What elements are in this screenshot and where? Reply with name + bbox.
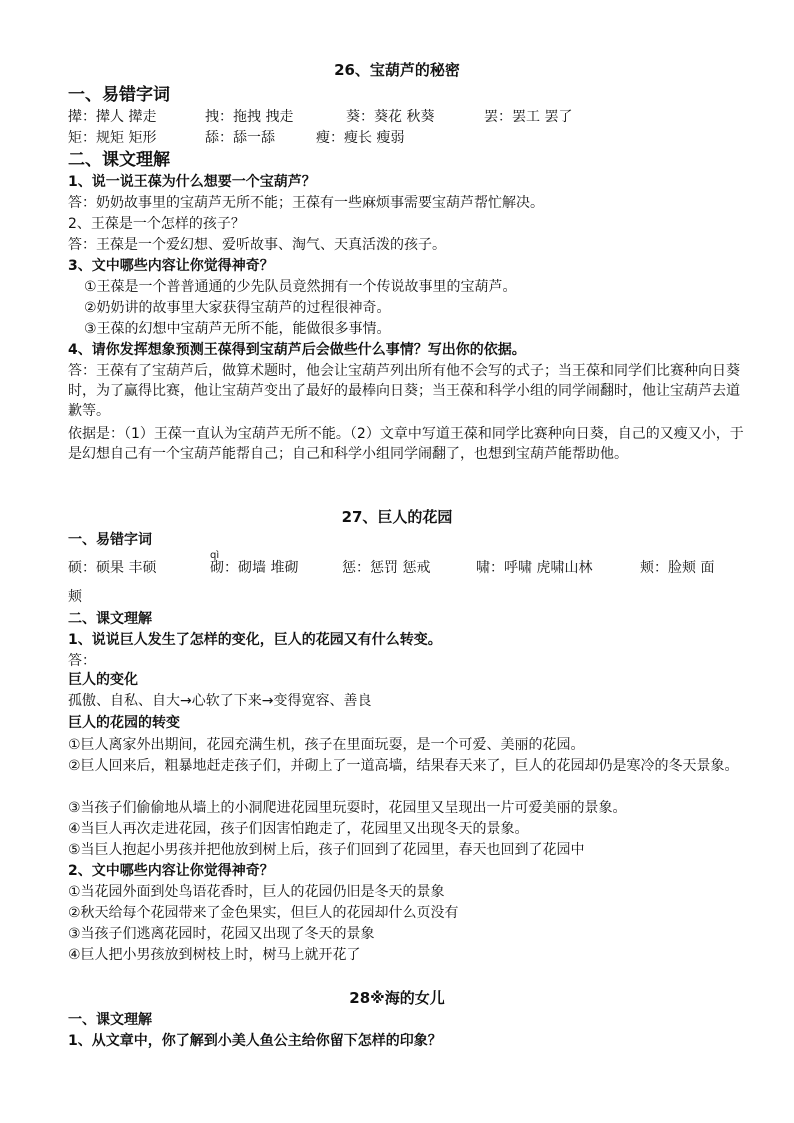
answer-item: ①王葆是一个普普通通的少先队员竟然拥有一个传说故事里的宝葫芦。 <box>84 279 517 295</box>
word-pair: 拽：拖拽 拽走 <box>205 109 294 125</box>
lesson-26-understand-heading: 二、课文理解 <box>68 150 170 170</box>
question: 1、说一说王葆为什么想要一个宝葫芦？ <box>68 174 316 190</box>
basis-paragraph: 依据是：（1）王葆一直认为宝葫芦无所不能。（2）文章中写道王葆和同学比赛种向日葵，自己的又瘦又小，于是幻想自己有一个宝葫芦能帮自己；自己和科学小组同学闹翻了，也想到宝葫芦能帮助他。 <box>68 426 744 462</box>
list-item: ③当孩子们偷偷地从墙上的小洞爬进花园里玩耍时，花园里又呈现出一片可爱美丽的景象。 <box>68 800 627 816</box>
lesson-27-words-heading: 一、易错字词 <box>68 532 152 548</box>
list-item: ③当孩子们逃离花园时，花园又出现了冬天的景象 <box>68 926 375 942</box>
word-pair: 惩：惩罚 惩戒 <box>342 560 431 576</box>
question: 1、说说巨人发生了怎样的变化，巨人的花园又有什么转变。 <box>68 632 442 648</box>
answer-paragraph: 答：王葆有了宝葫芦后，做算术题时，他会让宝葫芦列出所有他不会写的式子；当王葆和同学们比赛种向日葵时，为了赢得比赛，他让宝葫芦变出了最好的最棒向日葵；当王葆和科学小组的同学闹翻时，他让宝葫芦去道歉等。 <box>68 363 740 419</box>
list-item: ①当花园外面到处鸟语花香时，巨人的花园仍旧是冬天的景象 <box>68 884 445 900</box>
lesson-28-understand-heading: 一、课文理解 <box>68 1012 152 1028</box>
lesson-27-understand-heading: 二、课文理解 <box>68 611 152 627</box>
lesson-26-title: 26、宝葫芦的秘密 <box>334 61 460 79</box>
question: 2、王葆是一个怎样的孩子？ <box>68 216 245 232</box>
list-item: ②秋天给每个花园带来了金色果实，但巨人的花园却什么页没有 <box>68 905 459 921</box>
answer-item: ③王葆的幻想中宝葫芦无所不能，能做很多事情。 <box>84 321 391 337</box>
word-pair: 瘦：瘦长 瘦弱 <box>316 130 405 146</box>
answer: 孤傲、自私、自大→心软了下来→变得宽容、善良 <box>68 693 372 709</box>
word-pair: 颊：脸颊 面 <box>640 560 715 576</box>
word-pair: 葵：葵花 秋葵 <box>346 109 435 125</box>
list-item: ①巨人离家外出期间，花园充满生机，孩子在里面玩耍，是一个可爱、美丽的花园。 <box>68 737 585 753</box>
lesson-28-title: 28※海的女儿 <box>349 989 445 1007</box>
question: 1、从文章中，你了解到小美人鱼公主给你留下怎样的印象？ <box>68 1033 442 1049</box>
answer: 答：王葆是一个爱幻想、爱听故事、淘气、天真活泼的孩子。 <box>68 237 446 253</box>
question: 2、文中哪些内容让你觉得神奇？ <box>68 863 274 879</box>
subheading: 巨人的花园的转变 <box>68 715 180 731</box>
subheading: 巨人的变化 <box>68 672 138 688</box>
word-pair-continued: 颊 <box>68 589 82 605</box>
word-pair: 硕：硕果 丰硕 <box>68 560 157 576</box>
word-pair: 舔：舔一舔 <box>205 130 275 146</box>
answer: 答：奶奶故事里的宝葫芦无所不能；王葆有一些麻烦事需要宝葫芦帮忙解决。 <box>68 195 544 211</box>
list-item: ⑤当巨人抱起小男孩并把他放到树上后，孩子们回到了花园里，春天也回到了花园中 <box>68 842 585 858</box>
list-item: ②巨人回来后，粗暴地赶走孩子们，并砌上了一道高墙，结果春天来了，巨人的花园却仍是寒冷的冬天景象。 <box>68 758 739 774</box>
question: 4、请你发挥想象预测王葆得到宝葫芦后会做些什么事情？写出你的依据。 <box>68 342 526 358</box>
answer-label: 答： <box>68 653 96 669</box>
lesson-27-title: 27、巨人的花园 <box>341 508 453 526</box>
word-pair: 啸：呼啸 虎啸山林 <box>476 560 593 576</box>
lesson-26-words-heading: 一、易错字词 <box>68 85 170 105</box>
list-item: ④巨人把小男孩放到树枝上时，树马上就开花了 <box>68 947 361 963</box>
word-pair: 撵：撵人 撵走 <box>68 109 157 125</box>
pinyin-annotation: qì <box>210 550 220 561</box>
answer-item: ②奶奶讲的故事里大家获得宝葫芦的过程很神奇。 <box>84 300 391 316</box>
question: 3、文中哪些内容让你觉得神奇？ <box>68 258 274 274</box>
word-pair: 罢：罢工 罢了 <box>484 109 573 125</box>
word-pair: 砌：砌墙 堆砌 <box>210 560 299 576</box>
word-pair: 矩：规矩 矩形 <box>68 130 157 146</box>
list-item: ④当巨人再次走进花园，孩子们因害怕跑走了，花园里又出现冬天的景象。 <box>68 821 529 837</box>
